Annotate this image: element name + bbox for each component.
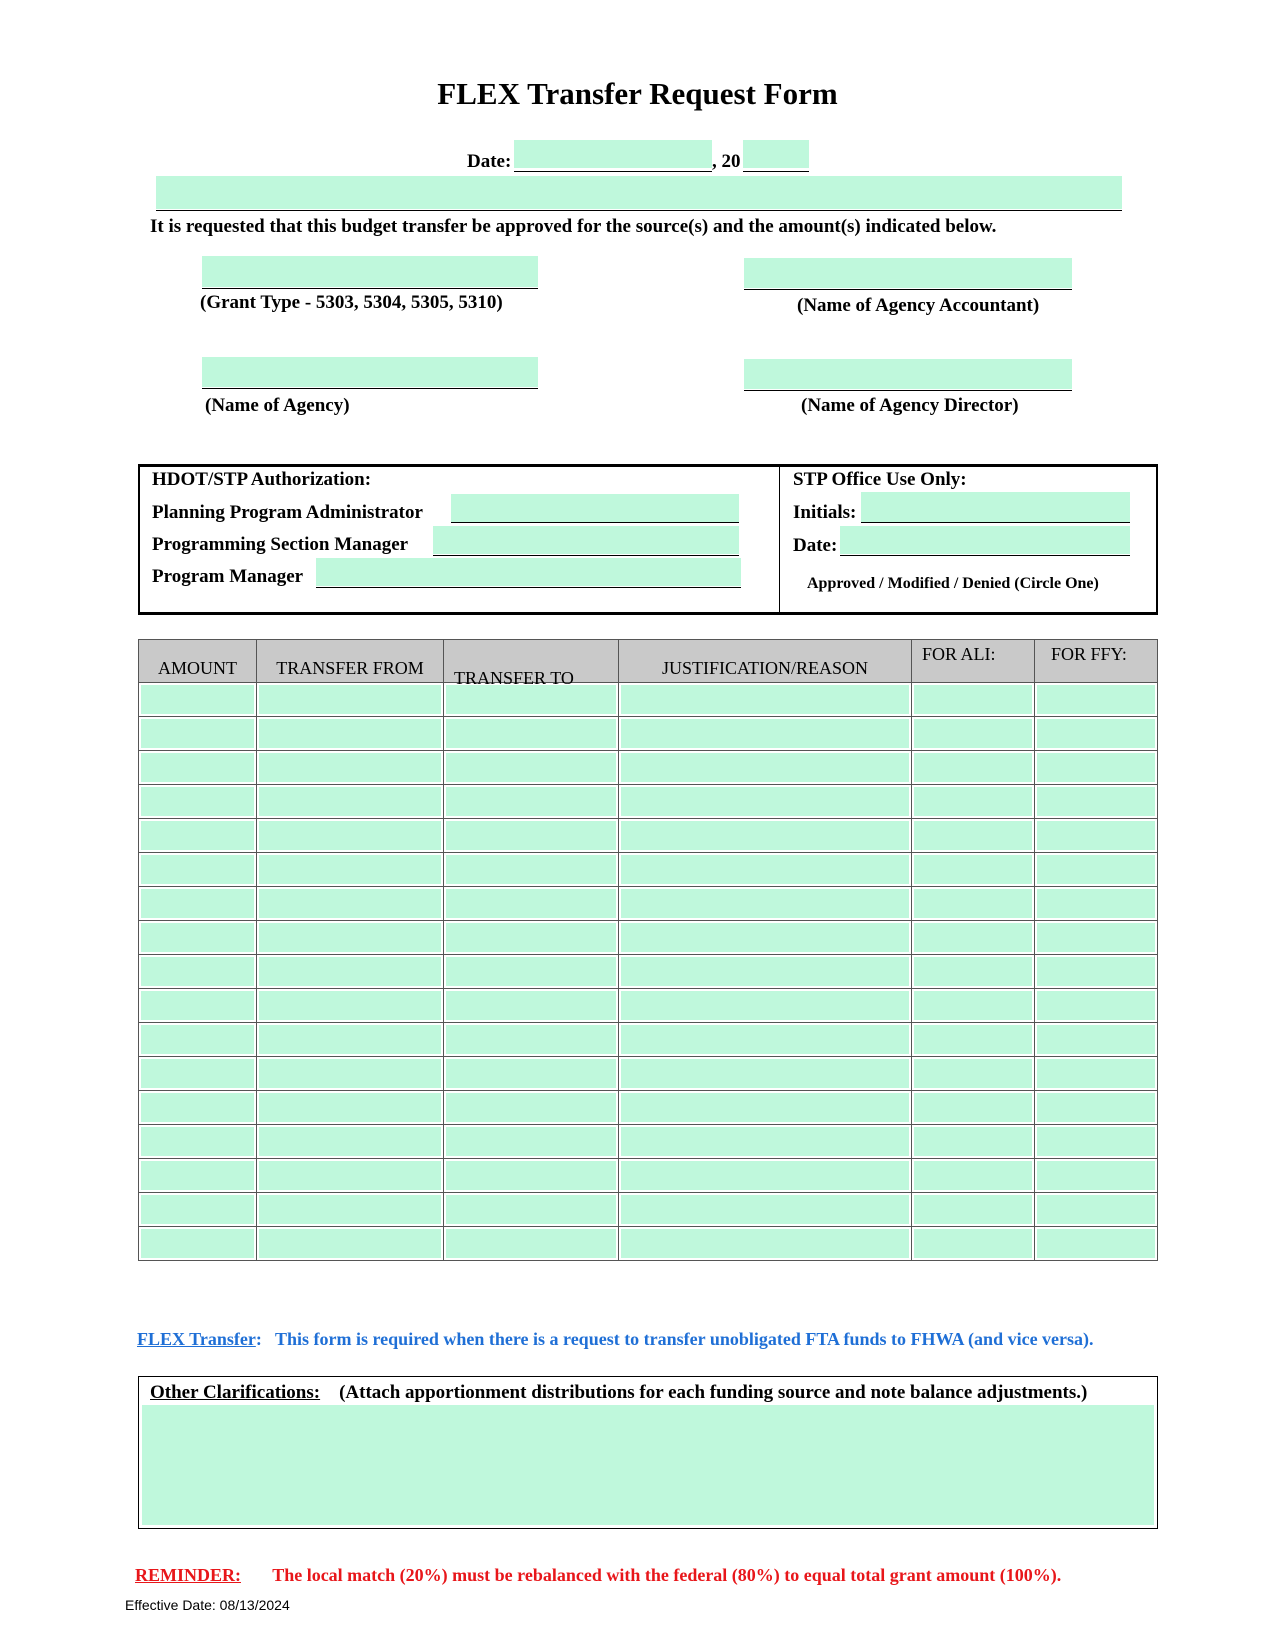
ali-input[interactable]	[914, 855, 1032, 884]
amount-input[interactable]	[141, 753, 254, 782]
table-cell-ffy	[1035, 989, 1158, 1023]
table-row	[139, 683, 1158, 717]
clarifications-header	[150, 1382, 1087, 1404]
transfer-from-input[interactable]	[259, 923, 441, 952]
table-cell-transfer-from	[257, 751, 444, 785]
ali-input[interactable]	[914, 1161, 1032, 1190]
office-use-heading: STP Office Use Only:	[793, 469, 967, 490]
justification-input[interactable]	[621, 957, 909, 986]
reminder-label: REMINDER:	[135, 1565, 241, 1585]
ali-input[interactable]	[914, 923, 1032, 952]
ffy-input[interactable]	[1037, 889, 1155, 918]
table-row	[139, 853, 1158, 887]
authorization-divider	[779, 466, 780, 613]
status-options: Approved / Modified / Denied (Circle One)	[807, 575, 1099, 592]
clarifications-note: (Attach apportionment distributions for each funding source and note balance adjustments.)	[339, 1382, 1088, 1403]
table-row	[139, 887, 1158, 921]
table-cell-transfer-from	[257, 853, 444, 887]
transfer-from-input[interactable]	[259, 991, 441, 1020]
table-cell-amount	[139, 887, 257, 921]
amount-input[interactable]	[141, 1195, 254, 1224]
ali-input[interactable]	[914, 821, 1032, 850]
ali-input[interactable]	[914, 1195, 1032, 1224]
flex-note: FLEX Transfer: This form is required when there is a request to transfer unobligated FTA funds to FHWA (and vice versa).	[137, 1329, 1094, 1349]
table-cell-ali	[912, 853, 1035, 887]
table-cell-amount	[139, 1227, 257, 1261]
office-date-label: Date:	[793, 535, 838, 556]
accountant-field[interactable]	[744, 258, 1072, 288]
justification-input[interactable]	[621, 1127, 909, 1156]
table-cell-ffy	[1035, 1227, 1158, 1261]
transfer-from-input[interactable]	[259, 957, 441, 986]
table-cell-ffy	[1035, 1091, 1158, 1125]
ali-input[interactable]	[914, 1093, 1032, 1122]
transfer-from-input[interactable]	[259, 1025, 441, 1054]
transfer-from-input[interactable]	[259, 821, 441, 850]
table-cell-transfer-to	[444, 1057, 619, 1091]
year-prefix: , 20	[712, 151, 741, 172]
justification-input[interactable]	[621, 889, 909, 918]
justification-input[interactable]	[621, 1161, 909, 1190]
page-title: FLEX Transfer Request Form	[437, 76, 838, 111]
ali-input[interactable]	[914, 1229, 1032, 1258]
header-field[interactable]	[156, 176, 1122, 209]
justification-input[interactable]	[621, 753, 909, 782]
agency-field[interactable]	[202, 357, 538, 387]
transfer-from-input[interactable]	[259, 685, 441, 714]
effective-date: Effective Date: 08/13/2024	[125, 1597, 290, 1613]
ali-input[interactable]	[914, 685, 1032, 714]
transfer-from-input[interactable]	[259, 1229, 441, 1258]
table-cell-justification	[619, 717, 912, 751]
table-cell-ali	[912, 887, 1035, 921]
table-row	[139, 1159, 1158, 1193]
transfer-to-input[interactable]	[446, 889, 616, 918]
table-row	[139, 1091, 1158, 1125]
transfer-from-input[interactable]	[259, 787, 441, 816]
transfer-from-input[interactable]	[259, 1093, 441, 1122]
table-cell-ffy	[1035, 1057, 1158, 1091]
table-cell-justification	[619, 1159, 912, 1193]
office-date-field[interactable]	[840, 526, 1130, 554]
table-cell-ffy	[1035, 751, 1158, 785]
table-cell-amount	[139, 1159, 257, 1193]
transfer-to-input[interactable]	[446, 1161, 616, 1190]
table-cell-justification	[619, 955, 912, 989]
transfer-to-input[interactable]	[446, 957, 616, 986]
initials-label: Initials:	[793, 502, 857, 523]
table-cell-ali	[912, 921, 1035, 955]
table-cell-amount	[139, 1193, 257, 1227]
transfer-to-input[interactable]	[446, 1059, 616, 1088]
table-cell-ali	[912, 1159, 1035, 1193]
table-row	[139, 1125, 1158, 1159]
column-header-ali: FOR ALI:	[912, 640, 1035, 683]
justification-input[interactable]	[621, 1229, 909, 1258]
ffy-input[interactable]	[1037, 957, 1155, 986]
transfer-to-input[interactable]	[446, 685, 616, 714]
amount-input[interactable]	[141, 719, 254, 748]
column-header-justification: JUSTIFICATION/REASON	[619, 640, 912, 683]
agency-underline	[202, 388, 538, 389]
transfer-to-input[interactable]	[446, 1195, 616, 1224]
table-cell-transfer-from	[257, 1057, 444, 1091]
table-cell-amount	[139, 1125, 257, 1159]
table-cell-justification	[619, 1091, 912, 1125]
table-cell-ali	[912, 1227, 1035, 1261]
programming-manager-field[interactable]	[433, 526, 739, 554]
table-cell-justification	[619, 751, 912, 785]
ffy-input[interactable]	[1037, 991, 1155, 1020]
request-statement: It is requested that this budget transfer be approved for the source(s) and the amount(s) indicated below.	[150, 216, 997, 237]
transfer-from-input[interactable]	[259, 719, 441, 748]
table-row	[139, 989, 1158, 1023]
ffy-input[interactable]	[1037, 719, 1155, 748]
table-cell-amount	[139, 989, 257, 1023]
amount-input[interactable]	[141, 1059, 254, 1088]
table-cell-ffy	[1035, 921, 1158, 955]
ffy-input[interactable]	[1037, 753, 1155, 782]
amount-input[interactable]	[141, 1229, 254, 1258]
transfer-from-input[interactable]	[259, 1161, 441, 1190]
table-cell-transfer-to	[444, 887, 619, 921]
transfer-from-input[interactable]	[259, 1195, 441, 1224]
table-cell-amount	[139, 785, 257, 819]
transfer-to-input[interactable]	[446, 1229, 616, 1258]
flex-note-text: This form is required when there is a request to transfer unobligated FTA funds to FHWA (and vice versa).	[275, 1329, 1094, 1349]
ali-input[interactable]	[914, 1059, 1032, 1088]
table-cell-transfer-from	[257, 819, 444, 853]
table-cell-transfer-to	[444, 1193, 619, 1227]
table-row	[139, 1227, 1158, 1261]
justification-input[interactable]	[621, 821, 909, 850]
ffy-input[interactable]	[1037, 1093, 1155, 1122]
table-cell-justification	[619, 921, 912, 955]
program-manager-label: Program Manager	[152, 566, 304, 587]
table-cell-transfer-from	[257, 1125, 444, 1159]
table-cell-transfer-to	[444, 819, 619, 853]
table-cell-transfer-from	[257, 785, 444, 819]
table-row	[139, 717, 1158, 751]
ffy-input[interactable]	[1037, 787, 1155, 816]
table-cell-ffy	[1035, 1193, 1158, 1227]
table-cell-amount	[139, 683, 257, 717]
amount-input[interactable]	[141, 855, 254, 884]
table-row	[139, 1057, 1158, 1091]
amount-input[interactable]	[141, 821, 254, 850]
transfer-to-input[interactable]	[446, 855, 616, 884]
table-cell-ffy	[1035, 785, 1158, 819]
transfer-from-input[interactable]	[259, 1059, 441, 1088]
table-cell-transfer-to	[444, 1159, 619, 1193]
amount-input[interactable]	[141, 1093, 254, 1122]
table-cell-justification	[619, 887, 912, 921]
table-body	[139, 683, 1158, 1261]
table-cell-transfer-from	[257, 887, 444, 921]
programming-manager-label: Programming Section Manager	[152, 534, 409, 555]
amount-input[interactable]	[141, 1025, 254, 1054]
accountant-label: (Name of Agency Accountant)	[797, 295, 1040, 316]
program-manager-underline	[316, 587, 741, 588]
transfer-to-input[interactable]	[446, 719, 616, 748]
table-cell-justification	[619, 989, 912, 1023]
reminder	[135, 1565, 1061, 1586]
transfer-to-input[interactable]	[446, 1127, 616, 1156]
director-field[interactable]	[744, 359, 1072, 389]
table-cell-ali	[912, 819, 1035, 853]
table-cell-transfer-from	[257, 1193, 444, 1227]
ali-input[interactable]	[914, 1025, 1032, 1054]
reminder-text: The local match (20%) must be rebalanced with the federal (80%) to equal total grant amount (100%).	[272, 1565, 1062, 1585]
table-cell-justification	[619, 683, 912, 717]
director-underline	[744, 390, 1072, 391]
ffy-input[interactable]	[1037, 1025, 1155, 1054]
date-label: Date:	[467, 151, 512, 172]
ali-input[interactable]	[914, 719, 1032, 748]
table-cell-amount	[139, 1057, 257, 1091]
transfer-from-input[interactable]	[259, 889, 441, 918]
table-cell-ffy	[1035, 887, 1158, 921]
transfer-to-input[interactable]	[446, 821, 616, 850]
amount-input[interactable]	[141, 685, 254, 714]
table-cell-transfer-to	[444, 717, 619, 751]
table-cell-transfer-from	[257, 1023, 444, 1057]
ali-input[interactable]	[914, 787, 1032, 816]
planning-admin-label: Planning Program Administrator	[152, 502, 423, 523]
table-cell-ffy	[1035, 1125, 1158, 1159]
table-cell-justification	[619, 853, 912, 887]
table-header-row	[139, 640, 1158, 683]
table-cell-transfer-from	[257, 717, 444, 751]
amount-input[interactable]	[141, 889, 254, 918]
amount-input[interactable]	[141, 923, 254, 952]
column-header-ffy: FOR FFY:	[1035, 640, 1158, 683]
transfer-from-input[interactable]	[259, 1127, 441, 1156]
table-cell-ali	[912, 785, 1035, 819]
table-cell-amount	[139, 1023, 257, 1057]
ffy-input[interactable]	[1037, 821, 1155, 850]
transfer-to-input[interactable]	[446, 753, 616, 782]
justification-input[interactable]	[621, 855, 909, 884]
table-cell-ali	[912, 717, 1035, 751]
accountant-underline	[744, 289, 1072, 290]
grant-type-field[interactable]	[202, 256, 538, 287]
date-field[interactable]	[514, 140, 712, 168]
year-field[interactable]	[743, 140, 809, 168]
header-underline	[156, 210, 1122, 211]
grant-type-label: (Grant Type - 5303, 5304, 5305, 5310)	[200, 292, 503, 313]
ali-input[interactable]	[914, 1127, 1032, 1156]
ali-input[interactable]	[914, 957, 1032, 986]
table-cell-amount	[139, 819, 257, 853]
ffy-input[interactable]	[1037, 685, 1155, 714]
ali-input[interactable]	[914, 889, 1032, 918]
table-row	[139, 921, 1158, 955]
justification-input[interactable]	[621, 1093, 909, 1122]
ffy-input[interactable]	[1037, 1161, 1155, 1190]
table-cell-amount	[139, 853, 257, 887]
table-cell-transfer-to	[444, 853, 619, 887]
table-cell-transfer-to	[444, 751, 619, 785]
program-manager-field[interactable]	[316, 558, 741, 586]
ffy-input[interactable]	[1037, 1195, 1155, 1224]
justification-input[interactable]	[621, 719, 909, 748]
transfer-to-input[interactable]	[446, 991, 616, 1020]
initials-field[interactable]	[861, 492, 1130, 522]
clarifications-field[interactable]	[142, 1405, 1154, 1525]
table-cell-ali	[912, 1023, 1035, 1057]
justification-input[interactable]	[621, 1025, 909, 1054]
table-cell-transfer-from	[257, 1227, 444, 1261]
justification-input[interactable]	[621, 923, 909, 952]
ffy-input[interactable]	[1037, 1229, 1155, 1258]
table-cell-amount	[139, 921, 257, 955]
table-cell-ffy	[1035, 819, 1158, 853]
office-date-underline	[840, 555, 1130, 556]
transfer-to-input[interactable]	[446, 1025, 616, 1054]
table-row	[139, 751, 1158, 785]
ali-input[interactable]	[914, 753, 1032, 782]
authorization-heading: HDOT/STP Authorization:	[152, 469, 372, 490]
table-cell-justification	[619, 1125, 912, 1159]
justification-input[interactable]	[621, 991, 909, 1020]
table-cell-justification	[619, 785, 912, 819]
director-label: (Name of Agency Director)	[801, 395, 1019, 416]
table-cell-ali	[912, 1091, 1035, 1125]
amount-input[interactable]	[141, 1161, 254, 1190]
planning-admin-field[interactable]	[451, 494, 739, 522]
table-cell-ali	[912, 751, 1035, 785]
table-cell-transfer-from	[257, 1091, 444, 1125]
justification-input[interactable]	[621, 1195, 909, 1224]
table-cell-justification	[619, 1193, 912, 1227]
table-cell-transfer-to	[444, 1023, 619, 1057]
grant-type-underline	[202, 288, 538, 289]
table-cell-justification	[619, 1227, 912, 1261]
table-cell-amount	[139, 717, 257, 751]
transfer-table	[138, 639, 1158, 1261]
transfer-from-input[interactable]	[259, 753, 441, 782]
table-row	[139, 955, 1158, 989]
ali-input[interactable]	[914, 991, 1032, 1020]
table-cell-ffy	[1035, 853, 1158, 887]
table-cell-justification	[619, 1057, 912, 1091]
column-header-transfer-from: TRANSFER FROM	[257, 640, 444, 683]
ffy-input[interactable]	[1037, 1127, 1155, 1156]
transfer-to-input[interactable]	[446, 923, 616, 952]
ffy-input[interactable]	[1037, 923, 1155, 952]
table-row	[139, 1023, 1158, 1057]
table-cell-transfer-to	[444, 1125, 619, 1159]
table-cell-transfer-to	[444, 921, 619, 955]
column-header-transfer-to: TRANSFER TO	[444, 640, 619, 683]
transfer-to-input[interactable]	[446, 787, 616, 816]
justification-input[interactable]	[621, 685, 909, 714]
table-cell-amount	[139, 1091, 257, 1125]
table-cell-ffy	[1035, 1159, 1158, 1193]
planning-admin-underline	[451, 522, 739, 523]
table-cell-ffy	[1035, 1023, 1158, 1057]
table-cell-ffy	[1035, 717, 1158, 751]
date-underline	[514, 171, 712, 172]
table-row	[139, 1193, 1158, 1227]
table-cell-transfer-from	[257, 921, 444, 955]
table-row	[139, 785, 1158, 819]
ffy-input[interactable]	[1037, 1059, 1155, 1088]
table-cell-amount	[139, 751, 257, 785]
table-cell-transfer-to	[444, 785, 619, 819]
programming-manager-underline	[433, 555, 739, 556]
year-underline	[743, 171, 809, 172]
initials-underline	[861, 522, 1130, 523]
table-cell-amount	[139, 955, 257, 989]
table-cell-ali	[912, 989, 1035, 1023]
transfer-to-input[interactable]	[446, 1093, 616, 1122]
ffy-input[interactable]	[1037, 855, 1155, 884]
table-cell-transfer-from	[257, 955, 444, 989]
table-cell-ali	[912, 1125, 1035, 1159]
table-cell-ali	[912, 683, 1035, 717]
table-cell-transfer-from	[257, 683, 444, 717]
table-cell-ffy	[1035, 683, 1158, 717]
amount-input[interactable]	[141, 787, 254, 816]
table-row	[139, 819, 1158, 853]
table-cell-transfer-from	[257, 989, 444, 1023]
table-cell-transfer-to	[444, 989, 619, 1023]
table-cell-ffy	[1035, 955, 1158, 989]
justification-input[interactable]	[621, 787, 909, 816]
table-cell-transfer-to	[444, 955, 619, 989]
table-cell-transfer-from	[257, 1159, 444, 1193]
table-cell-ali	[912, 1193, 1035, 1227]
clarifications-label: Other Clarifications:	[150, 1382, 321, 1403]
amount-input[interactable]	[141, 957, 254, 986]
table-cell-justification	[619, 819, 912, 853]
flex-transfer-link[interactable]: FLEX Transfer	[137, 1329, 256, 1349]
table-cell-transfer-to	[444, 1227, 619, 1261]
table-cell-ali	[912, 955, 1035, 989]
amount-input[interactable]	[141, 1127, 254, 1156]
agency-label: (Name of Agency)	[205, 395, 350, 416]
table-cell-transfer-to	[444, 1091, 619, 1125]
justification-input[interactable]	[621, 1059, 909, 1088]
column-header-amount: AMOUNT	[139, 640, 257, 683]
transfer-from-input[interactable]	[259, 855, 441, 884]
amount-input[interactable]	[141, 991, 254, 1020]
table-cell-justification	[619, 1023, 912, 1057]
table-cell-ali	[912, 1057, 1035, 1091]
